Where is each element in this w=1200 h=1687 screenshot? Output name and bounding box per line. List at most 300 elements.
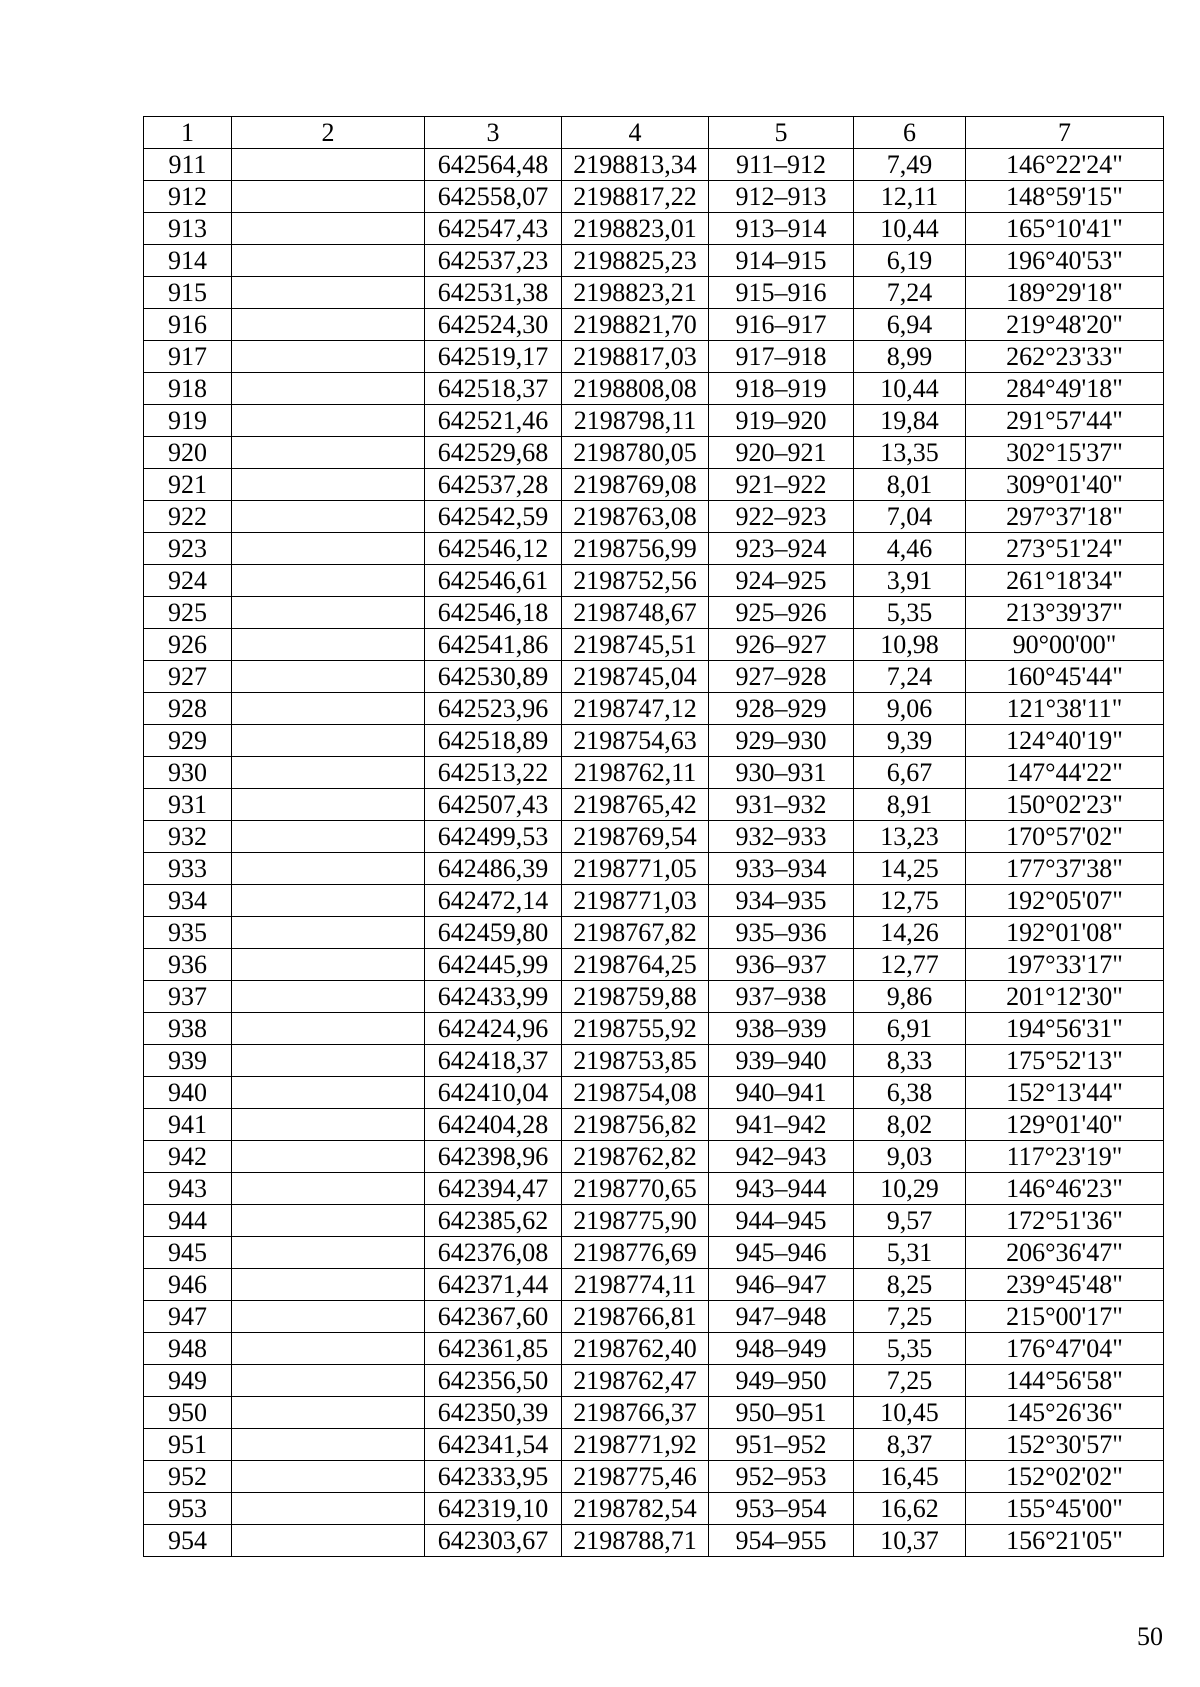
cell-blank-cell [232,1045,425,1077]
cell-point-number: 926 [144,629,232,661]
cell-distance: 5,35 [854,597,966,629]
table-row [144,597,1164,629]
cell-blank-cell [232,1525,425,1557]
cell-segment: 929–930 [709,725,854,757]
cell-x-coordinate: 642521,46 [425,405,562,437]
cell-point-number: 934 [144,885,232,917]
cell-distance: 8,91 [854,789,966,821]
cell-x-coordinate: 642303,67 [425,1525,562,1557]
cell-point-number: 920 [144,437,232,469]
cell-x-coordinate: 642530,89 [425,661,562,693]
table-row [144,245,1164,277]
cell-bearing: 144°56'58" [966,1365,1164,1397]
cell-blank-cell [232,1013,425,1045]
table-row [144,1365,1164,1397]
cell-distance: 10,37 [854,1525,966,1557]
table-row [144,1173,1164,1205]
table-row [144,1429,1164,1461]
cell-bearing: 172°51'36" [966,1205,1164,1237]
cell-distance: 13,35 [854,437,966,469]
cell-distance: 8,25 [854,1269,966,1301]
cell-segment: 931–932 [709,789,854,821]
cell-blank-cell [232,853,425,885]
cell-y-coordinate: 2198769,08 [562,469,709,501]
table-row [144,885,1164,917]
cell-y-coordinate: 2198771,92 [562,1429,709,1461]
cell-x-coordinate: 642546,18 [425,597,562,629]
cell-distance: 3,91 [854,565,966,597]
cell-segment: 928–929 [709,693,854,725]
cell-y-coordinate: 2198754,08 [562,1077,709,1109]
cell-distance: 19,84 [854,405,966,437]
cell-point-number: 953 [144,1493,232,1525]
cell-point-number: 935 [144,917,232,949]
cell-distance: 9,39 [854,725,966,757]
cell-y-coordinate: 2198762,40 [562,1333,709,1365]
cell-blank-cell [232,1141,425,1173]
table-row [144,1141,1164,1173]
cell-point-number: 949 [144,1365,232,1397]
table-row [144,725,1164,757]
cell-point-number: 944 [144,1205,232,1237]
cell-segment: 919–920 [709,405,854,437]
cell-bearing: 261°18'34" [966,565,1164,597]
cell-distance: 9,57 [854,1205,966,1237]
table-row [144,565,1164,597]
cell-segment: 938–939 [709,1013,854,1045]
cell-segment: 945–946 [709,1237,854,1269]
cell-distance: 14,26 [854,917,966,949]
cell-segment: 947–948 [709,1301,854,1333]
header-col-4: 4 [562,117,709,149]
cell-distance: 6,91 [854,1013,966,1045]
cell-segment: 926–927 [709,629,854,661]
cell-distance: 8,02 [854,1109,966,1141]
cell-segment: 916–917 [709,309,854,341]
cell-segment: 936–937 [709,949,854,981]
cell-segment: 949–950 [709,1365,854,1397]
cell-blank-cell [232,1365,425,1397]
table-row [144,789,1164,821]
cell-blank-cell [232,949,425,981]
table-row [144,661,1164,693]
cell-x-coordinate: 642385,62 [425,1205,562,1237]
cell-bearing: 302°15'37" [966,437,1164,469]
cell-distance: 7,24 [854,661,966,693]
cell-y-coordinate: 2198775,90 [562,1205,709,1237]
cell-blank-cell [232,629,425,661]
cell-x-coordinate: 642371,44 [425,1269,562,1301]
cell-x-coordinate: 642542,59 [425,501,562,533]
cell-blank-cell [232,789,425,821]
cell-x-coordinate: 642350,39 [425,1397,562,1429]
cell-x-coordinate: 642518,89 [425,725,562,757]
cell-blank-cell [232,277,425,309]
cell-segment: 943–944 [709,1173,854,1205]
table-row [144,1237,1164,1269]
cell-blank-cell [232,1205,425,1237]
cell-y-coordinate: 2198771,03 [562,885,709,917]
cell-x-coordinate: 642513,22 [425,757,562,789]
cell-y-coordinate: 2198765,42 [562,789,709,821]
cell-segment: 944–945 [709,1205,854,1237]
cell-segment: 950–951 [709,1397,854,1429]
cell-bearing: 145°26'36" [966,1397,1164,1429]
page-number: 50 [1137,1622,1163,1651]
cell-x-coordinate: 642519,17 [425,341,562,373]
cell-bearing: 160°45'44" [966,661,1164,693]
cell-y-coordinate: 2198813,34 [562,149,709,181]
header-col-6: 6 [854,117,966,149]
cell-y-coordinate: 2198755,92 [562,1013,709,1045]
cell-blank-cell [232,1301,425,1333]
cell-bearing: 309°01'40" [966,469,1164,501]
cell-y-coordinate: 2198782,54 [562,1493,709,1525]
cell-segment: 925–926 [709,597,854,629]
table-row [144,405,1164,437]
table-row [144,213,1164,245]
cell-blank-cell [232,1109,425,1141]
cell-y-coordinate: 2198762,47 [562,1365,709,1397]
cell-blank-cell [232,981,425,1013]
cell-y-coordinate: 2198756,99 [562,533,709,565]
cell-x-coordinate: 642367,60 [425,1301,562,1333]
cell-y-coordinate: 2198769,54 [562,821,709,853]
cell-segment: 953–954 [709,1493,854,1525]
table-row [144,1269,1164,1301]
cell-segment: 952–953 [709,1461,854,1493]
cell-bearing: 146°22'24" [966,149,1164,181]
table-row [144,501,1164,533]
cell-bearing: 213°39'37" [966,597,1164,629]
cell-segment: 940–941 [709,1077,854,1109]
cell-point-number: 951 [144,1429,232,1461]
cell-segment: 915–916 [709,277,854,309]
cell-point-number: 923 [144,533,232,565]
cell-point-number: 930 [144,757,232,789]
cell-x-coordinate: 642361,85 [425,1333,562,1365]
cell-x-coordinate: 642537,23 [425,245,562,277]
cell-blank-cell [232,1429,425,1461]
cell-bearing: 152°30'57" [966,1429,1164,1461]
cell-point-number: 922 [144,501,232,533]
cell-bearing: 192°01'08" [966,917,1164,949]
cell-distance: 13,23 [854,821,966,853]
cell-point-number: 943 [144,1173,232,1205]
table-row [144,821,1164,853]
cell-point-number: 954 [144,1525,232,1557]
cell-distance: 5,35 [854,1333,966,1365]
table-row [144,277,1164,309]
cell-blank-cell [232,437,425,469]
table-row [144,1109,1164,1141]
cell-y-coordinate: 2198774,11 [562,1269,709,1301]
header-col-7: 7 [966,117,1164,149]
cell-blank-cell [232,501,425,533]
cell-blank-cell [232,1333,425,1365]
table-row [144,1013,1164,1045]
cell-bearing: 192°05'07" [966,885,1164,917]
cell-point-number: 937 [144,981,232,1013]
cell-y-coordinate: 2198762,11 [562,757,709,789]
cell-bearing: 155°45'00" [966,1493,1164,1525]
cell-point-number: 915 [144,277,232,309]
cell-x-coordinate: 642410,04 [425,1077,562,1109]
cell-bearing: 239°45'48" [966,1269,1164,1301]
cell-bearing: 175°52'13" [966,1045,1164,1077]
table-header-row [144,117,1164,149]
cell-y-coordinate: 2198770,65 [562,1173,709,1205]
cell-distance: 5,31 [854,1237,966,1269]
cell-bearing: 129°01'40" [966,1109,1164,1141]
cell-bearing: 90°00'00" [966,629,1164,661]
cell-x-coordinate: 642356,50 [425,1365,562,1397]
cell-distance: 7,25 [854,1365,966,1397]
table-row [144,149,1164,181]
cell-bearing: 273°51'24" [966,533,1164,565]
cell-segment: 942–943 [709,1141,854,1173]
cell-blank-cell [232,405,425,437]
cell-blank-cell [232,1173,425,1205]
table-row [144,917,1164,949]
cell-point-number: 918 [144,373,232,405]
cell-x-coordinate: 642558,07 [425,181,562,213]
cell-bearing: 170°57'02" [966,821,1164,853]
cell-x-coordinate: 642486,39 [425,853,562,885]
cell-y-coordinate: 2198825,23 [562,245,709,277]
table-row [144,469,1164,501]
cell-y-coordinate: 2198748,67 [562,597,709,629]
coordinates-table [143,116,1164,1557]
cell-segment: 930–931 [709,757,854,789]
cell-bearing: 148°59'15" [966,181,1164,213]
cell-y-coordinate: 2198766,37 [562,1397,709,1429]
cell-segment: 924–925 [709,565,854,597]
cell-y-coordinate: 2198747,12 [562,693,709,725]
cell-segment: 911–912 [709,149,854,181]
cell-point-number: 927 [144,661,232,693]
cell-distance: 12,77 [854,949,966,981]
cell-distance: 9,06 [854,693,966,725]
cell-y-coordinate: 2198753,85 [562,1045,709,1077]
cell-point-number: 939 [144,1045,232,1077]
cell-y-coordinate: 2198798,11 [562,405,709,437]
cell-x-coordinate: 642472,14 [425,885,562,917]
cell-point-number: 914 [144,245,232,277]
cell-bearing: 152°02'02" [966,1461,1164,1493]
cell-segment: 920–921 [709,437,854,469]
cell-y-coordinate: 2198745,51 [562,629,709,661]
cell-bearing: 194°56'31" [966,1013,1164,1045]
cell-bearing: 206°36'47" [966,1237,1164,1269]
cell-distance: 8,37 [854,1429,966,1461]
cell-distance: 16,62 [854,1493,966,1525]
cell-y-coordinate: 2198775,46 [562,1461,709,1493]
cell-x-coordinate: 642547,43 [425,213,562,245]
cell-distance: 7,24 [854,277,966,309]
table-row [144,309,1164,341]
table-row [144,693,1164,725]
table-row [144,1333,1164,1365]
cell-bearing: 150°02'23" [966,789,1164,821]
table-row [144,1461,1164,1493]
cell-x-coordinate: 642319,10 [425,1493,562,1525]
cell-x-coordinate: 642459,80 [425,917,562,949]
cell-blank-cell [232,149,425,181]
cell-bearing: 297°37'18" [966,501,1164,533]
header-col-1: 1 [144,117,232,149]
table-row [144,629,1164,661]
cell-blank-cell [232,533,425,565]
table-row [144,1525,1164,1557]
cell-blank-cell [232,1461,425,1493]
cell-point-number: 924 [144,565,232,597]
cell-bearing: 117°23'19" [966,1141,1164,1173]
cell-distance: 10,29 [854,1173,966,1205]
cell-distance: 7,04 [854,501,966,533]
cell-segment: 917–918 [709,341,854,373]
cell-bearing: 201°12'30" [966,981,1164,1013]
cell-segment: 941–942 [709,1109,854,1141]
cell-y-coordinate: 2198817,22 [562,181,709,213]
table-row [144,181,1164,213]
cell-point-number: 945 [144,1237,232,1269]
cell-distance: 7,25 [854,1301,966,1333]
cell-bearing: 156°21'05" [966,1525,1164,1557]
cell-x-coordinate: 642564,48 [425,149,562,181]
cell-x-coordinate: 642546,12 [425,533,562,565]
cell-y-coordinate: 2198780,05 [562,437,709,469]
cell-y-coordinate: 2198762,82 [562,1141,709,1173]
cell-x-coordinate: 642537,28 [425,469,562,501]
cell-blank-cell [232,757,425,789]
cell-blank-cell [232,1269,425,1301]
cell-distance: 6,94 [854,309,966,341]
cell-segment: 913–914 [709,213,854,245]
table-row [144,757,1164,789]
cell-point-number: 940 [144,1077,232,1109]
cell-point-number: 929 [144,725,232,757]
cell-point-number: 936 [144,949,232,981]
cell-x-coordinate: 642541,86 [425,629,562,661]
cell-segment: 939–940 [709,1045,854,1077]
cell-distance: 12,75 [854,885,966,917]
cell-x-coordinate: 642546,61 [425,565,562,597]
cell-distance: 10,98 [854,629,966,661]
cell-blank-cell [232,469,425,501]
cell-segment: 923–924 [709,533,854,565]
cell-y-coordinate: 2198766,81 [562,1301,709,1333]
cell-point-number: 947 [144,1301,232,1333]
cell-y-coordinate: 2198771,05 [562,853,709,885]
cell-distance: 10,45 [854,1397,966,1429]
cell-blank-cell [232,565,425,597]
cell-distance: 9,03 [854,1141,966,1173]
header-col-2: 2 [232,117,425,149]
table-row [144,1045,1164,1077]
cell-blank-cell [232,693,425,725]
cell-x-coordinate: 642523,96 [425,693,562,725]
cell-blank-cell [232,661,425,693]
cell-x-coordinate: 642404,28 [425,1109,562,1141]
table-row [144,373,1164,405]
cell-distance: 14,25 [854,853,966,885]
cell-point-number: 948 [144,1333,232,1365]
cell-point-number: 919 [144,405,232,437]
cell-x-coordinate: 642418,37 [425,1045,562,1077]
cell-distance: 8,33 [854,1045,966,1077]
table-row [144,341,1164,373]
cell-x-coordinate: 642445,99 [425,949,562,981]
cell-distance: 6,67 [854,757,966,789]
cell-point-number: 928 [144,693,232,725]
cell-bearing: 121°38'11" [966,693,1164,725]
cell-segment: 933–934 [709,853,854,885]
cell-bearing: 219°48'20" [966,309,1164,341]
cell-y-coordinate: 2198763,08 [562,501,709,533]
cell-point-number: 941 [144,1109,232,1141]
cell-point-number: 932 [144,821,232,853]
cell-y-coordinate: 2198767,82 [562,917,709,949]
cell-y-coordinate: 2198788,71 [562,1525,709,1557]
cell-segment: 937–938 [709,981,854,1013]
cell-distance: 8,01 [854,469,966,501]
cell-blank-cell [232,725,425,757]
cell-segment: 935–936 [709,917,854,949]
cell-point-number: 912 [144,181,232,213]
cell-point-number: 942 [144,1141,232,1173]
cell-bearing: 124°40'19" [966,725,1164,757]
cell-point-number: 917 [144,341,232,373]
cell-bearing: 284°49'18" [966,373,1164,405]
cell-distance: 8,99 [854,341,966,373]
cell-distance: 4,46 [854,533,966,565]
cell-bearing: 165°10'41" [966,213,1164,245]
cell-x-coordinate: 642424,96 [425,1013,562,1045]
table-row [144,1493,1164,1525]
cell-segment: 932–933 [709,821,854,853]
cell-distance: 10,44 [854,213,966,245]
cell-blank-cell [232,1237,425,1269]
cell-x-coordinate: 642394,47 [425,1173,562,1205]
cell-x-coordinate: 642333,95 [425,1461,562,1493]
cell-x-coordinate: 642529,68 [425,437,562,469]
cell-blank-cell [232,1397,425,1429]
table-row [144,1077,1164,1109]
cell-point-number: 933 [144,853,232,885]
cell-y-coordinate: 2198808,08 [562,373,709,405]
cell-bearing: 196°40'53" [966,245,1164,277]
cell-y-coordinate: 2198776,69 [562,1237,709,1269]
table-row [144,437,1164,469]
cell-x-coordinate: 642507,43 [425,789,562,821]
cell-blank-cell [232,885,425,917]
cell-bearing: 146°46'23" [966,1173,1164,1205]
cell-segment: 921–922 [709,469,854,501]
cell-y-coordinate: 2198754,63 [562,725,709,757]
cell-segment: 918–919 [709,373,854,405]
cell-y-coordinate: 2198745,04 [562,661,709,693]
cell-bearing: 152°13'44" [966,1077,1164,1109]
cell-y-coordinate: 2198821,70 [562,309,709,341]
cell-blank-cell [232,341,425,373]
cell-y-coordinate: 2198759,88 [562,981,709,1013]
cell-point-number: 950 [144,1397,232,1429]
cell-point-number: 921 [144,469,232,501]
cell-point-number: 938 [144,1013,232,1045]
cell-segment: 948–949 [709,1333,854,1365]
cell-x-coordinate: 642518,37 [425,373,562,405]
